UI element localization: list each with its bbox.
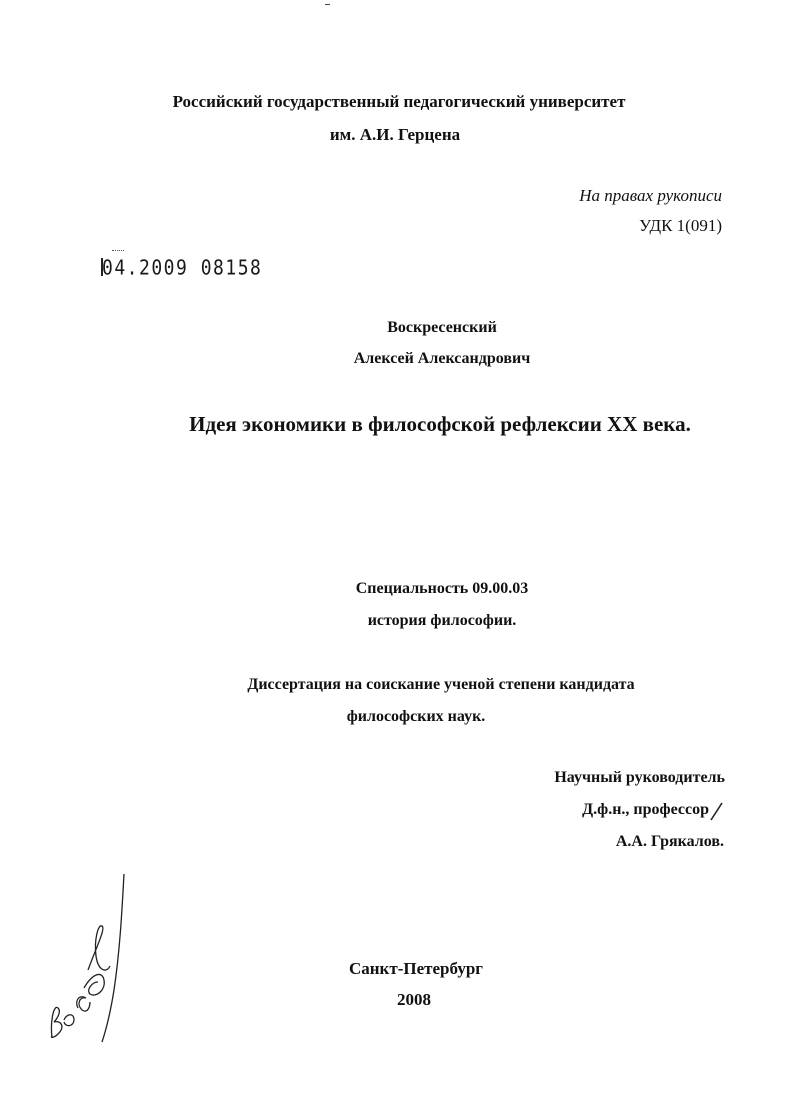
year: 2008 [397, 990, 431, 1009]
specialty-name: история философии. [367, 612, 517, 629]
udk-code: УДК 1(091) [639, 216, 722, 235]
author-surname: Воскресенский [387, 319, 497, 336]
rights-label: На правах рукописи [579, 186, 722, 205]
supervisor-label: Научный руководитель [554, 769, 725, 786]
dissertation-field: философских наук. [346, 708, 486, 725]
university-named-after: им. А.И. Герцена [329, 125, 461, 144]
dissertation-title: Идея экономики в философской рефлексии XX века. [189, 412, 691, 436]
supervisor-degree: Д.ф.н., профессор [582, 801, 709, 818]
stamp-tick-mark [112, 250, 124, 252]
university-name: Российский государственный педагогический университет [172, 92, 626, 111]
scan-artifact-mark [325, 4, 330, 5]
author-name: Алексей Александрович [353, 350, 531, 367]
handwritten-slash-mark [708, 802, 724, 822]
specialty-code: Специальность 09.00.03 [355, 580, 529, 597]
library-stamp-code: 04.2009 08158 [102, 256, 263, 281]
dissertation-degree: Диссертация на соискание ученой степени кандидата [247, 676, 635, 693]
city: Санкт-Петербург [348, 959, 484, 978]
supervisor-name: А.А. Грякалов. [615, 833, 724, 850]
